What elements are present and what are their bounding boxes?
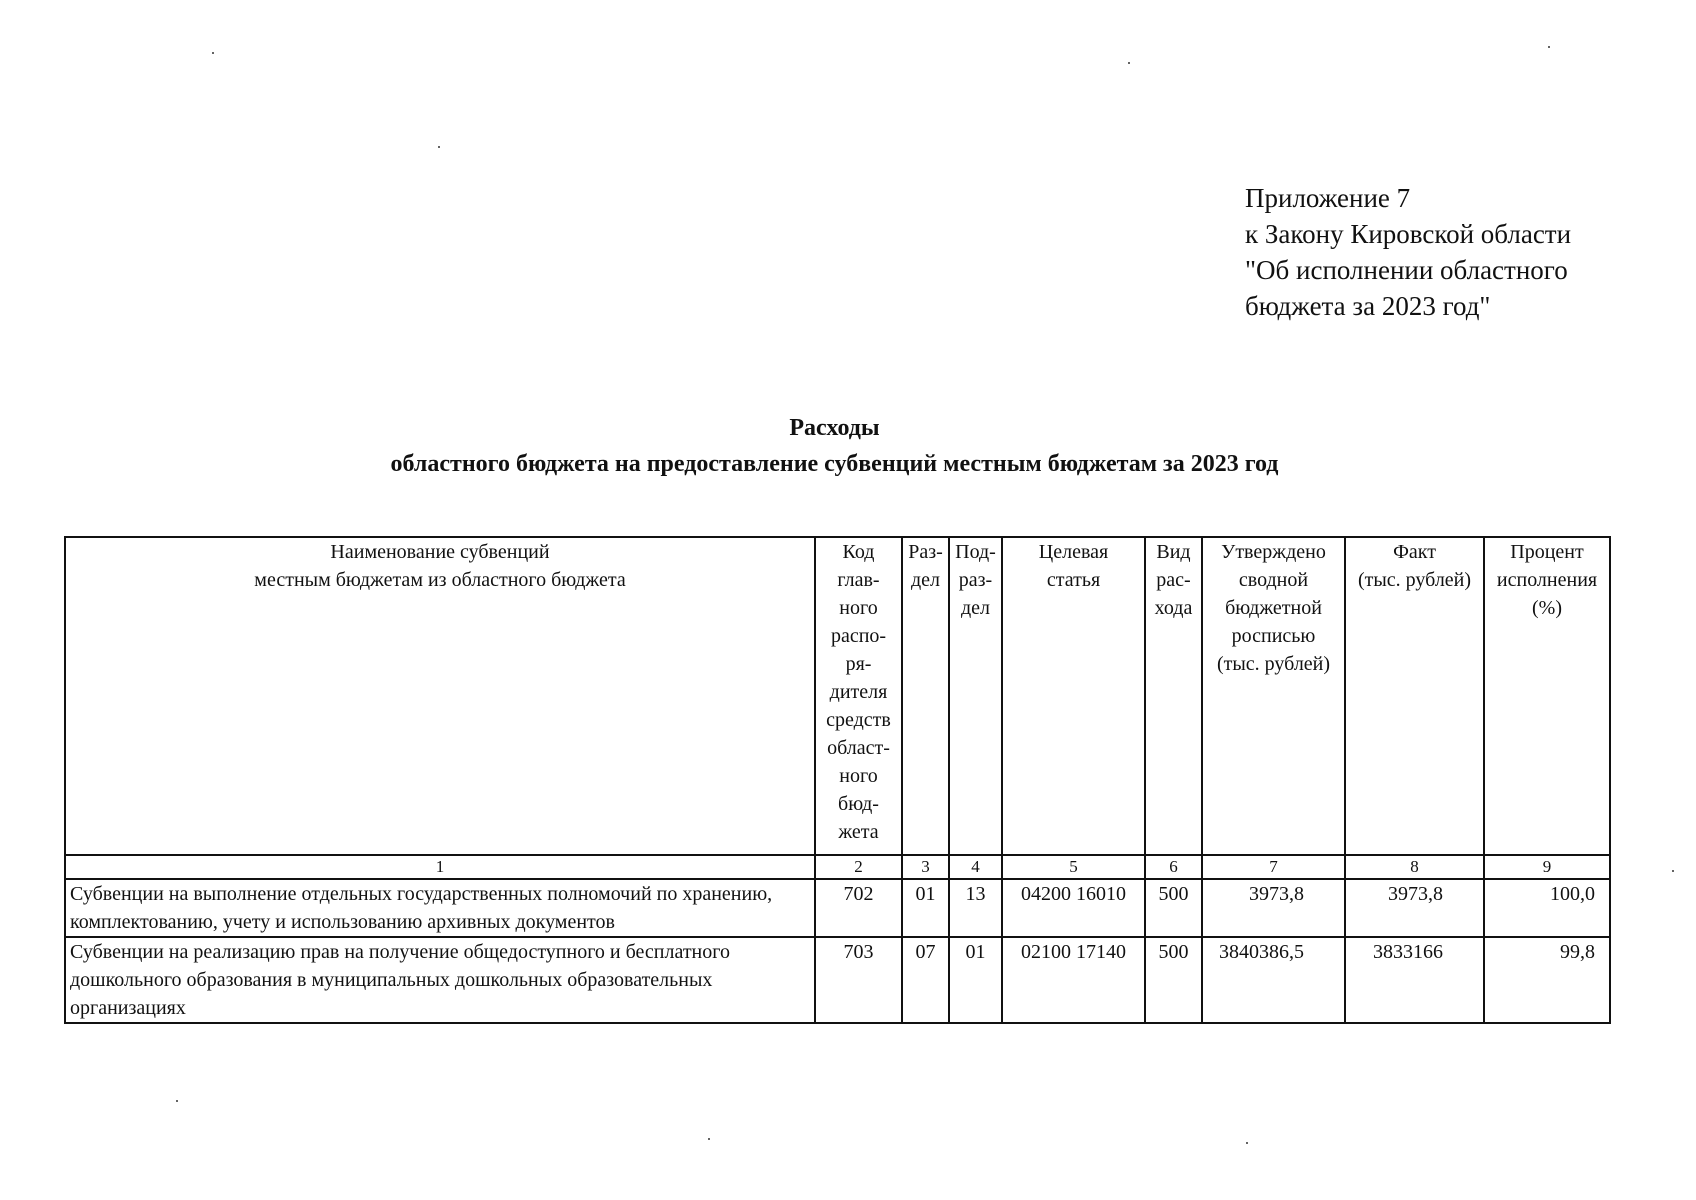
header-approved: Утверждено сводной бюджетной росписью (тыс. рублей): [1202, 537, 1345, 855]
appendix-line: бюджета за 2023 год": [1245, 291, 1491, 321]
column-number: 7: [1202, 855, 1345, 879]
execution-percent: 99,8: [1484, 937, 1610, 1023]
column-number: 1: [65, 855, 815, 879]
subvention-name: Субвенции на реализацию прав на получение общедоступного и бесплатного дошкольного образования в муниципальных дошкольных образовательных организациях: [65, 937, 815, 1023]
scan-speck: [438, 146, 440, 148]
approved-amount: 3973,8: [1202, 879, 1345, 937]
approved-amount: 3840386,5: [1202, 937, 1345, 1023]
scan-speck: [176, 1100, 178, 1102]
title-line-2: областного бюджета на предоставление субвенций местным бюджетам за 2023 год: [390, 451, 1279, 477]
header-percent: Процент исполнения (%): [1484, 537, 1610, 855]
column-number: 5: [1002, 855, 1145, 879]
section-code: 01: [902, 879, 949, 937]
column-number: 6: [1145, 855, 1202, 879]
column-number: 2: [815, 855, 902, 879]
appendix-line: "Об исполнении областного: [1245, 255, 1568, 285]
scan-speck: [1246, 1142, 1248, 1144]
document-title: [0, 410, 1669, 482]
subsection-code: 13: [949, 879, 1002, 937]
table-row: [65, 937, 1610, 1023]
appendix-line: к Закону Кировской области: [1245, 219, 1572, 249]
expense-type: 500: [1145, 937, 1202, 1023]
appendix-note: [1245, 180, 1571, 324]
fact-amount: 3833166: [1345, 937, 1484, 1023]
target-article: 04200 16010: [1002, 879, 1145, 937]
header-expense-type: Вид рас- хода: [1145, 537, 1202, 855]
header-code: Код глав- ного распо- ря- дителя средств област- ного бюд- жета: [815, 537, 902, 855]
header-fact: Факт (тыс. рублей): [1345, 537, 1484, 855]
header-name: Наименование субвенций местным бюджетам из областного бюджета: [65, 537, 815, 855]
execution-percent: 100,0: [1484, 879, 1610, 937]
header-subsection: Под- раз- дел: [949, 537, 1002, 855]
table-row: [65, 879, 1610, 937]
subvention-name: Субвенции на выполнение отдельных государственных полномочий по хранению, комплектованию, учету и использованию архивных документов: [65, 879, 815, 937]
scan-speck: [708, 1138, 710, 1140]
distributor-code: 702: [815, 879, 902, 937]
title-line-1: Расходы: [789, 415, 880, 441]
subsection-code: 01: [949, 937, 1002, 1023]
subventions-table: [64, 536, 1611, 1024]
distributor-code: 703: [815, 937, 902, 1023]
column-number: 3: [902, 855, 949, 879]
scan-speck: [1128, 62, 1130, 64]
appendix-line: Приложение 7: [1245, 183, 1411, 213]
header-section: Раз- дел: [902, 537, 949, 855]
section-code: 07: [902, 937, 949, 1023]
header-target-article: Целевая статья: [1002, 537, 1145, 855]
target-article: 02100 17140: [1002, 937, 1145, 1023]
column-number: 8: [1345, 855, 1484, 879]
column-number: 4: [949, 855, 1002, 879]
expense-type: 500: [1145, 879, 1202, 937]
column-number-row: [65, 855, 1610, 879]
scan-speck: [1672, 870, 1674, 872]
header-row: [65, 537, 1610, 855]
scan-speck: [212, 52, 214, 54]
fact-amount: 3973,8: [1345, 879, 1484, 937]
scan-speck: [1548, 46, 1550, 48]
column-number: 9: [1484, 855, 1610, 879]
